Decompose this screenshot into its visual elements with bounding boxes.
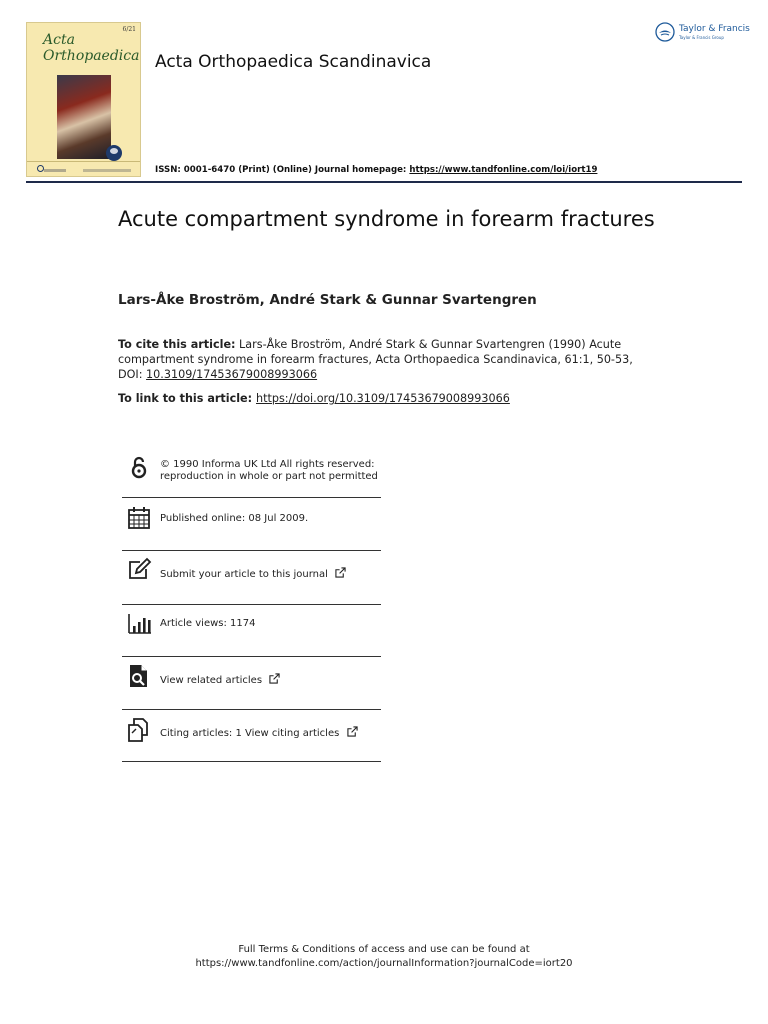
cover-title: Acta Orthopaedica <box>43 32 140 64</box>
header-divider <box>26 181 742 183</box>
cover-artwork <box>57 75 111 159</box>
published-text: Published online: 08 Jul 2009. <box>160 513 309 524</box>
link-label: To link to this article: <box>118 392 256 405</box>
related-articles-link[interactable]: View related articles <box>160 673 280 687</box>
publisher-name: Taylor & Francis <box>679 24 750 34</box>
journal-homepage-link[interactable]: https://www.tandfonline.com/loi/iort19 <box>409 165 598 175</box>
article-link-block <box>118 391 658 406</box>
cover-footband <box>27 161 140 176</box>
external-link-icon <box>269 673 280 684</box>
cover-publisher-logo-icon <box>37 165 44 172</box>
calendar-icon <box>126 505 152 531</box>
submit-article-link[interactable]: Submit your article to this journal <box>160 567 346 581</box>
publisher-sub: Taylor & Francis Group <box>679 35 724 40</box>
citing-articles-link[interactable]: Citing articles: 1 View citing articles <box>160 726 358 740</box>
footer-line1: Full Terms & Conditions of access and use can be found at <box>238 944 530 955</box>
open-lock-icon <box>126 454 152 480</box>
journal-cover[interactable] <box>26 22 141 177</box>
citing-documents-icon <box>126 717 152 743</box>
cover-issue-label: 6/21 <box>122 26 136 33</box>
journal-name: Acta Orthopaedica Scandinavica <box>155 52 432 72</box>
citation-block <box>118 337 658 382</box>
article-title: Acute compartment syndrome in forearm fractures <box>118 207 655 231</box>
article-doi-link[interactable]: https://doi.org/10.3109/17453679008993066 <box>256 392 510 405</box>
article-views-text: Article views: 1174 <box>160 618 256 629</box>
cover-globe-icon <box>106 145 122 161</box>
terms-footer <box>0 943 768 971</box>
copyright-text: © 1990 Informa UK Ltd All rights reserved: reproduction in whole or part not permitted <box>160 459 378 482</box>
external-link-icon <box>347 726 358 737</box>
issn-line <box>155 165 597 175</box>
article-authors: Lars-Åke Broström, André Stark & Gunnar Svartengren <box>118 292 537 308</box>
issn-text: ISSN: 0001-6470 (Print) (Online) Journal homepage: <box>155 165 410 175</box>
cite-label: To cite this article: <box>118 338 236 351</box>
cite-doi-link[interactable]: 10.3109/17453679008993066 <box>146 368 318 381</box>
bar-chart-icon <box>126 611 152 637</box>
external-link-icon <box>335 567 346 578</box>
document-search-icon <box>126 663 152 689</box>
footer-terms-link[interactable]: https://www.tandfonline.com/action/journalInformation?journalCode=iort20 <box>195 958 573 969</box>
publisher-logo-icon <box>655 22 675 42</box>
edit-icon <box>126 557 152 583</box>
cite-text: Lars-Åke Broström, André Stark & Gunnar Svartengren (1990) Acute compartment syndrome in forearm fractures, Acta Orthopaedica Scandinavica, 61:1, 50-53, DOI: <box>118 338 633 381</box>
